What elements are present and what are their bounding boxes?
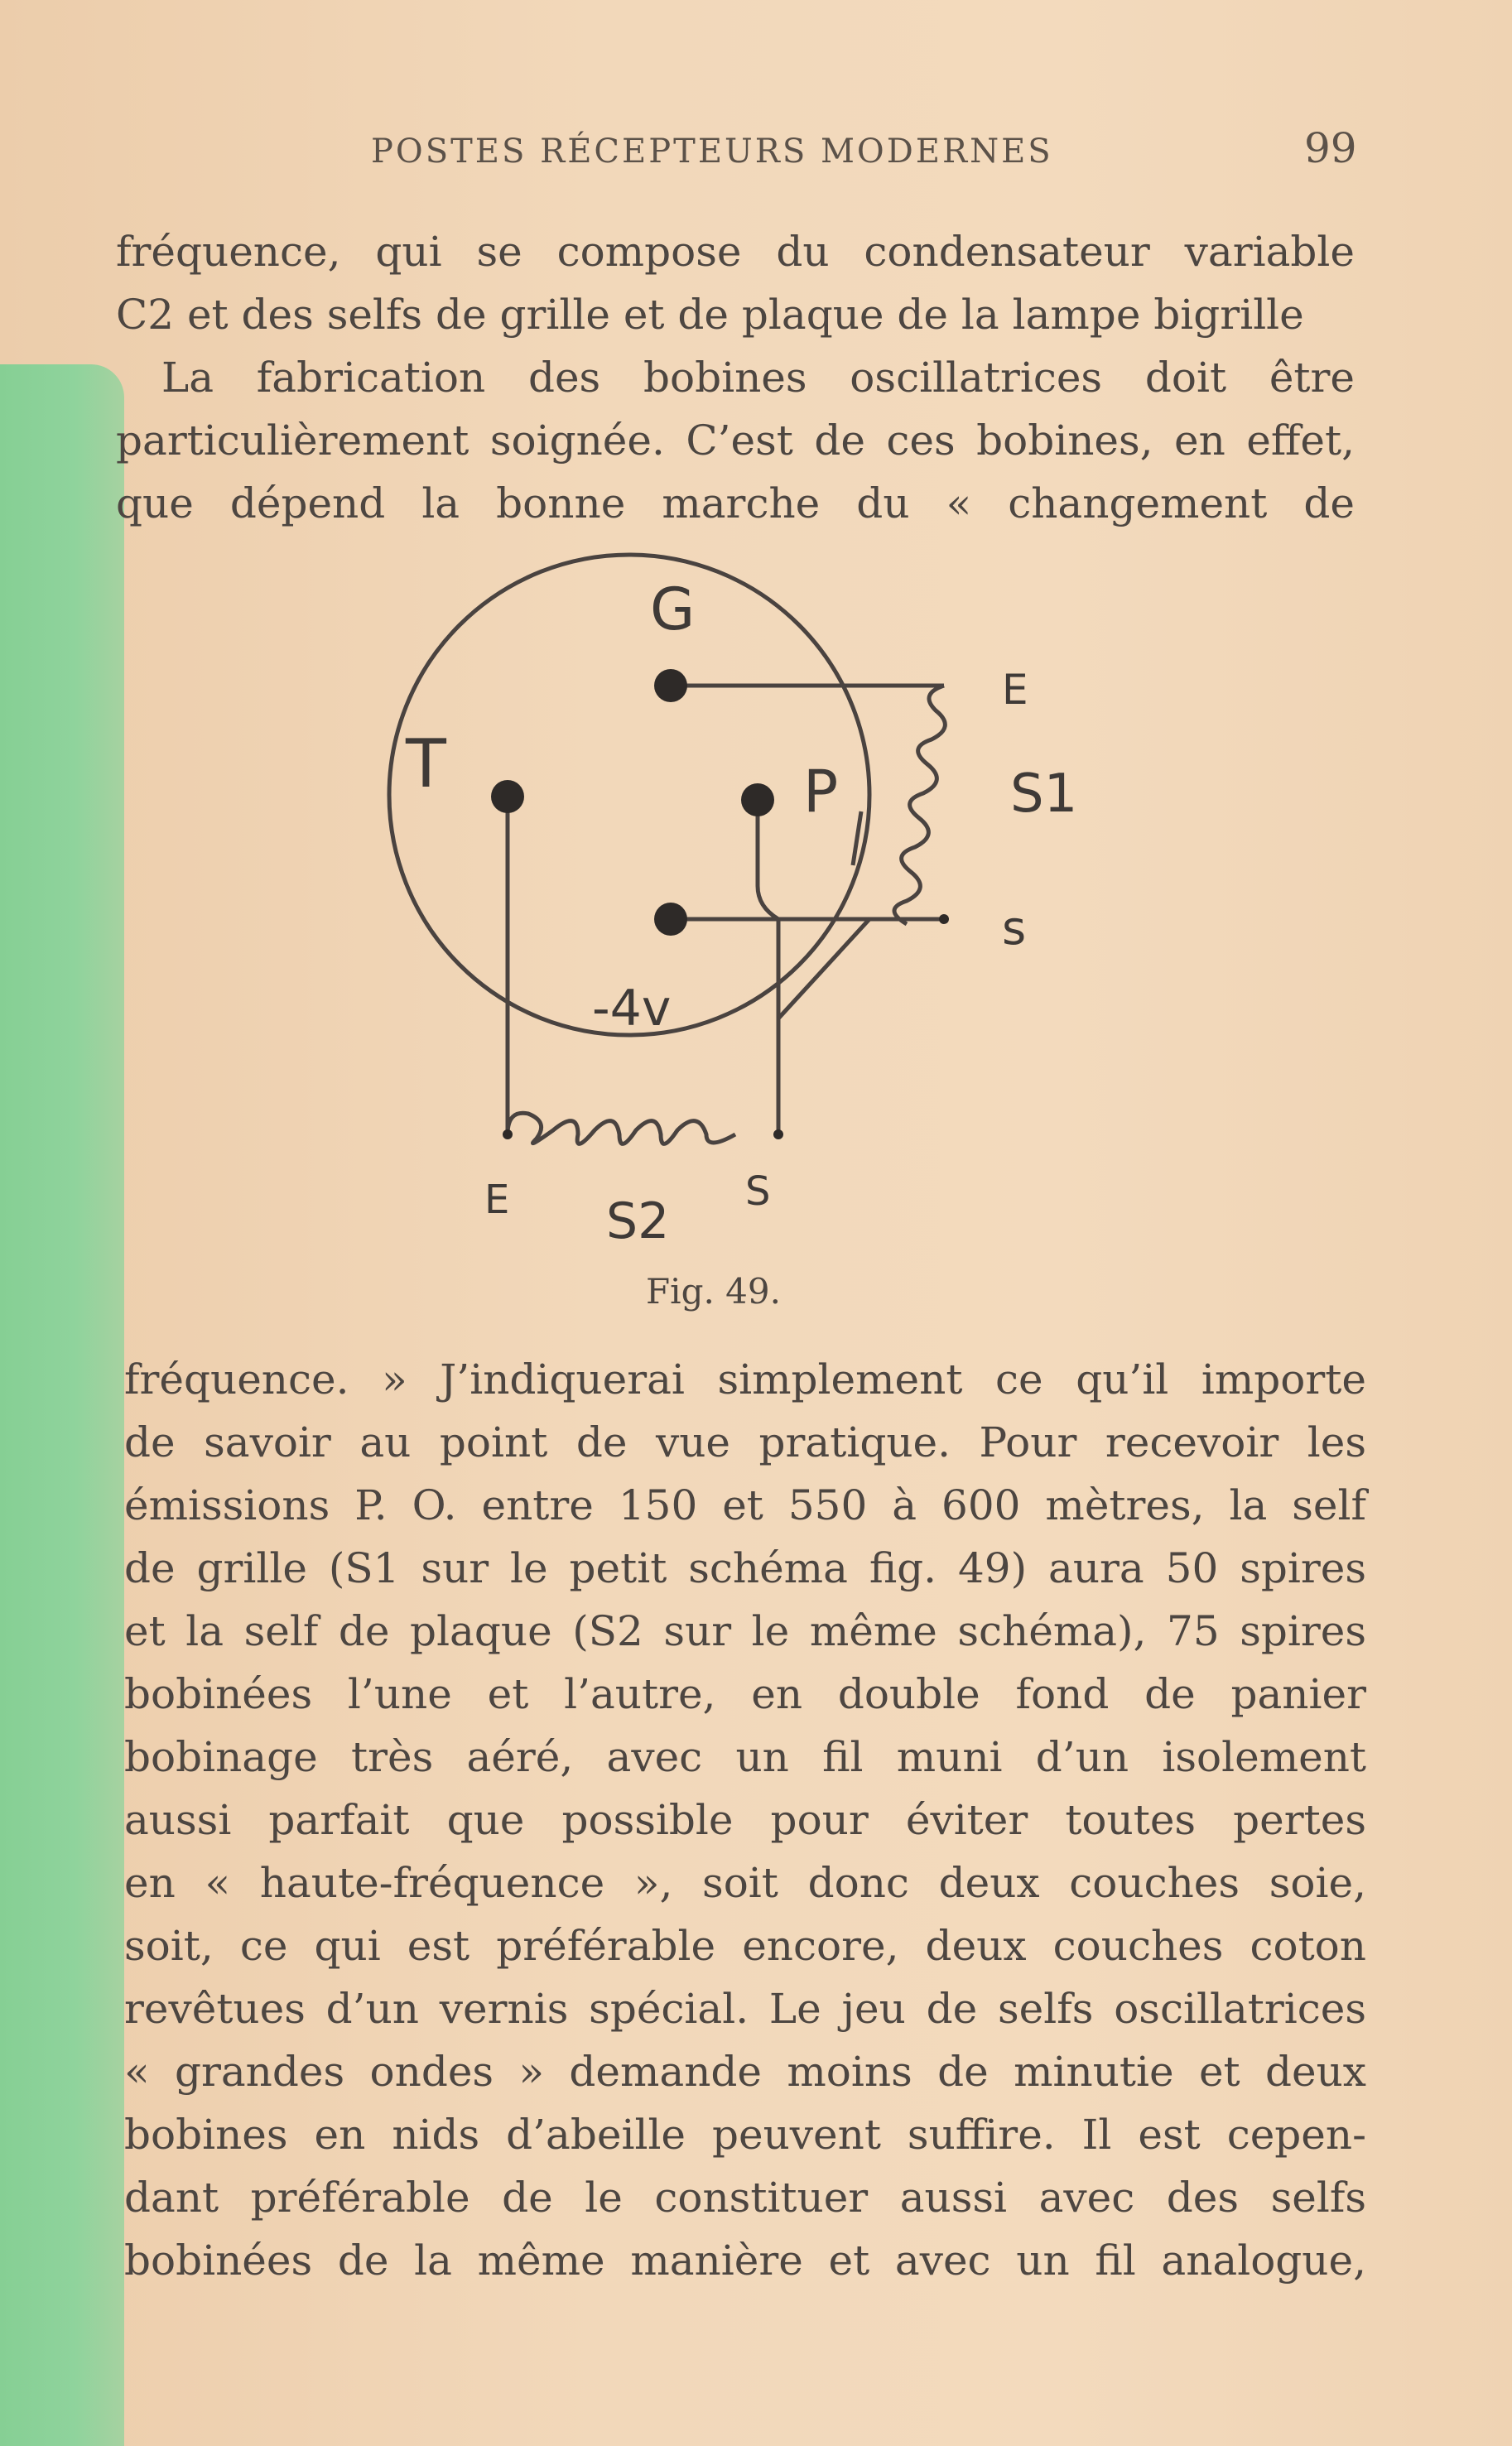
text-line: de grille (S1 sur le petit schéma fig. 49) aura 50 spires [124, 1544, 1366, 1592]
text-line: bobinées de la même manière et avec un fil analogue, [124, 2237, 1366, 2285]
text-line: bobines en nids d’abeille peuvent suffire. Il est cepen- [124, 2111, 1366, 2159]
text-line: « grandes ondes » demande moins de minutie et deux [124, 2048, 1366, 2096]
plate-lead [758, 800, 778, 1134]
paragraph-bottom [124, 1348, 1366, 2292]
tuner-pin [491, 780, 524, 813]
figure-caption: Fig. 49. [646, 1271, 781, 1312]
text-line: soit, ce qui est préférable encore, deux couches coton [124, 1922, 1366, 1970]
label-s2: S2 [606, 1192, 670, 1250]
label-s-bottom: S [745, 1168, 771, 1215]
text-line: et la self de plaque (S2 sur le même schéma), 75 spires [124, 1607, 1366, 1655]
text-line: émissions P. O. entre 150 et 550 à 600 mètres, la self [124, 1481, 1366, 1529]
junction-dot [503, 1129, 513, 1139]
coil-s2 [508, 1113, 735, 1144]
label-g: G [650, 575, 696, 643]
valve-envelope [389, 555, 869, 1035]
text-line: particulièrement soignée. C’est de ces bobines, en effet, [116, 416, 1355, 465]
paragraph-top [116, 220, 1355, 535]
grid-pin [654, 669, 687, 702]
text-line: que dépend la bonne marche du « changement de [116, 479, 1355, 527]
label-bias: -4v [592, 980, 672, 1038]
text-line: en « haute-fréquence », soit donc deux couches soie, [124, 1859, 1366, 1907]
text-line: aussi parfait que possible pour éviter toutes pertes [124, 1796, 1366, 1844]
text-line: fréquence, qui se compose du condensateur variable [116, 228, 1355, 276]
label-e-bottom: E [484, 1177, 510, 1223]
running-title: POSTES RÉCEPTEURS MODERNES [371, 132, 1053, 171]
label-e-top: E [1002, 666, 1028, 714]
text-line: dant préférable de le constituer aussi avec des selfs [124, 2174, 1366, 2222]
text-line: La fabrication des bobines oscillatrices doit être [161, 354, 1355, 402]
junction-dot [939, 914, 949, 924]
plate-pin [741, 783, 774, 816]
label-p: P [803, 758, 839, 826]
label-s1: S1 [1010, 763, 1078, 825]
text-line: de savoir au point de vue pratique. Pour recevoir les [124, 1418, 1366, 1466]
label-t: T [406, 725, 446, 802]
coil-s1 [894, 686, 945, 924]
text-line: revêtues d’un vernis spécial. Le jeu de selfs oscillatrices [124, 1985, 1366, 2033]
label-s-top: s [1002, 902, 1027, 956]
page-number: 99 [1304, 124, 1357, 172]
junction-dot [773, 1129, 783, 1139]
text-line: fréquence. » J’indiquerai simplement ce qu’il importe [124, 1355, 1366, 1404]
filament-pin [654, 903, 687, 936]
text-line: C2 et des selfs de grille et de plaque de la lampe bigrille [116, 291, 1304, 339]
text-line: bobinage très aéré, avec un fil muni d’un isolement [124, 1733, 1366, 1781]
green-highlighter-mark [0, 364, 124, 2446]
text-line: bobinées l’une et l’autre, en double fond de panier [124, 1670, 1366, 1718]
circuit-diagram [364, 538, 1126, 1267]
